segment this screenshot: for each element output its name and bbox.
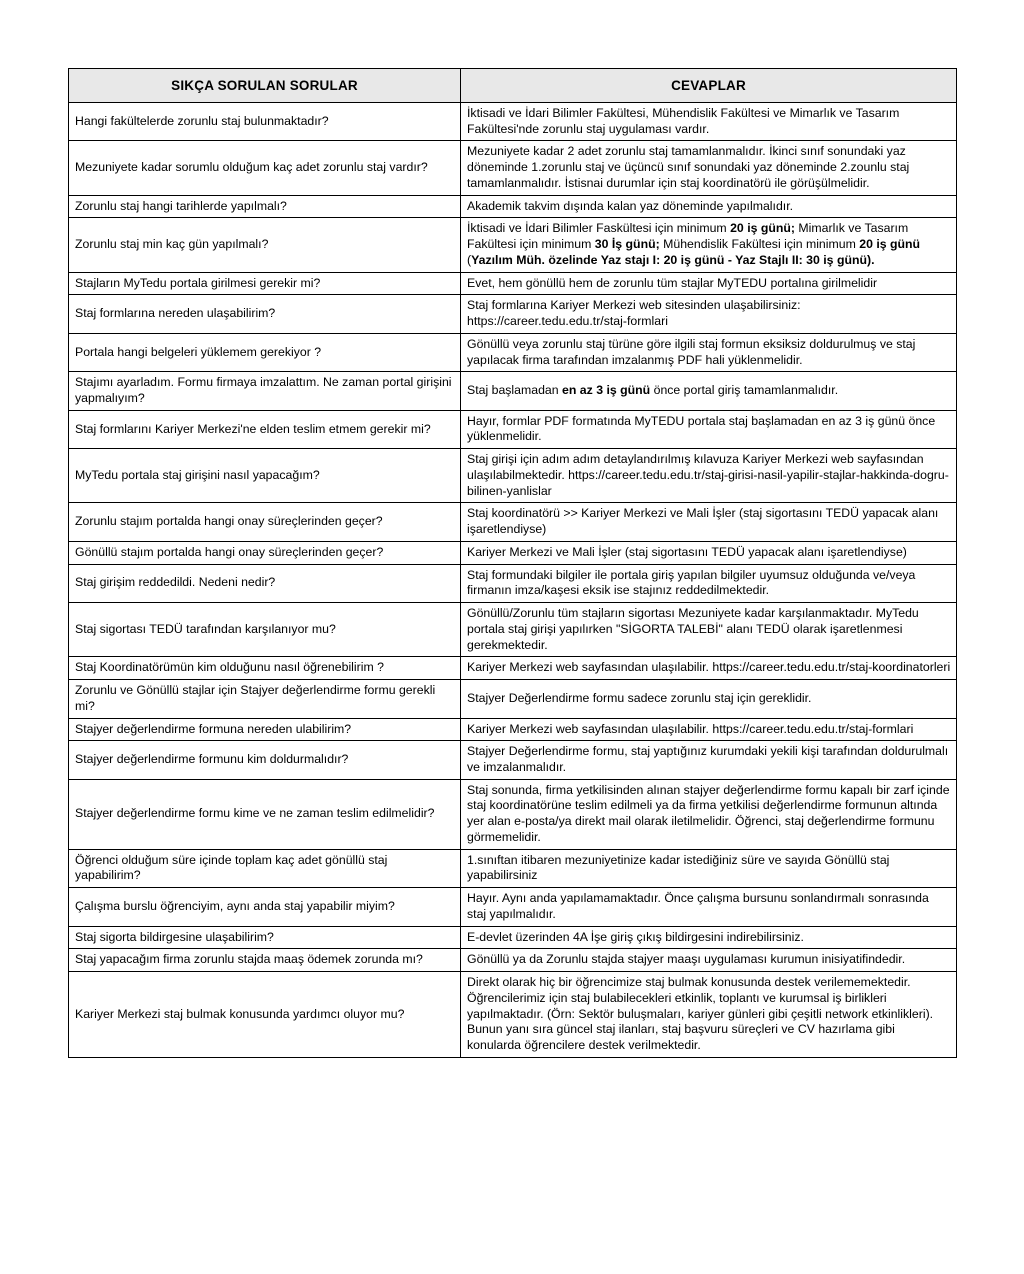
answer-cell: Kariyer Merkezi web sayfasından ulaşılabilir. https://career.tedu.edu.tr/staj-koordinatorleri — [461, 657, 957, 680]
question-cell: Hangi fakültelerde zorunlu staj bulunmaktadır? — [69, 103, 461, 141]
table-row — [69, 926, 957, 949]
table-row — [69, 541, 957, 564]
table-row — [69, 972, 957, 1058]
table-row — [69, 888, 957, 926]
question-cell: Portala hangi belgeleri yüklemem gerekiyor ? — [69, 333, 461, 371]
answer-cell: Gönüllü/Zorunlu tüm stajların sigortası Mezuniyete kadar karşılanmaktadır. MyTedu portala staj girişi yapılırken "SİGORTA TALEBİ" alanı TEDÜ olarak işaretlenmesi gerekmektedir. — [461, 603, 957, 657]
table-body — [69, 103, 957, 1058]
table-row — [69, 657, 957, 680]
table-row — [69, 564, 957, 602]
answer-cell: Stajyer Değerlendirme formu sadece zorunlu staj için gereklidir. — [461, 680, 957, 718]
answer-cell: Direkt olarak hiç bir öğrencimize staj bulmak konusunda destek verilememektedir. Öğrencilerimiz için staj bulabilecekleri etkinlik, toplantı ve kurumsal iş birlikleri yapılmaktadır. (Örn: Sektör buluşmaları, kariyer günleri gibi çeşitli network etkinlikleri). Bunun yanı sıra güncel staj ilanları, staj başvuru süreçleri ve CV hazırlama gibi konularda öğrencilere destek verilmektedir. — [461, 972, 957, 1058]
column-header-questions: SIKÇA SORULAN SORULAR — [69, 69, 461, 103]
table-row — [69, 849, 957, 887]
question-cell: Çalışma burslu öğrenciyim, aynı anda staj yapabilir miyim? — [69, 888, 461, 926]
table-row — [69, 272, 957, 295]
answer-cell: Staj girişi için adım adım detaylandırılmış kılavuza Kariyer Merkezi web sayfasından ulaşılabilmektedir. https://career.tedu.edu.tr/staj-girisi-nasil-yapilir-stajlar-hakkinda-dogru-bilinen-yanlislar — [461, 449, 957, 503]
table-row — [69, 218, 957, 272]
table-row — [69, 741, 957, 779]
answer-cell: Hayır. Aynı anda yapılamamaktadır. Önce çalışma bursunu sonlandırmalı sonrasında staj yapılmalıdır. — [461, 888, 957, 926]
question-cell: Staj yapacağım firma zorunlu stajda maaş ödemek zorunda mı? — [69, 949, 461, 972]
answer-cell: Akademik takvim dışında kalan yaz döneminde yapılmalıdır. — [461, 195, 957, 218]
table-row — [69, 295, 957, 333]
answer-cell: Mezuniyete kadar 2 adet zorunlu staj tamamlanmalıdır. İkinci sınıf sonundaki yaz döneminde 1.zorunlu staj ve üçüncü sınıf sonundaki yaz döneminde 2.zounlu staj tamamlanmalıdır. İstisnai durumlar için staj koordinatörü ile görüşülmelidir. — [461, 141, 957, 195]
question-cell: Öğrenci olduğum süre içinde toplam kaç adet gönüllü staj yapabilirim? — [69, 849, 461, 887]
question-cell: MyTedu portala staj girişini nasıl yapacağım? — [69, 449, 461, 503]
answer-text: Staj başlamadan — [467, 383, 563, 398]
answer-emphasis: en az 3 iş günü — [562, 383, 651, 398]
answer-cell: Staj koordinatörü >> Kariyer Merkezi ve Mali İşler (staj sigortasını TEDÜ yapacak alanı işaretlendiyse) — [461, 503, 957, 541]
question-cell: Staj formlarına nereden ulaşabilirim? — [69, 295, 461, 333]
faq-table — [68, 68, 957, 1058]
answer-cell: Kariyer Merkezi web sayfasından ulaşılabilir. https://career.tedu.edu.tr/staj-formlari — [461, 718, 957, 741]
answer-text: ( — [467, 252, 472, 267]
answer-cell: İktisadi ve İdari Bilimler Fakültesi, Mühendislik Fakültesi ve Mimarlık ve Tasarım Fakültesi'nde zorunlu staj uygulaması vardır. — [461, 103, 957, 141]
table-row — [69, 603, 957, 657]
table-row — [69, 410, 957, 448]
answer-emphasis: 30 İş günü; — [594, 237, 660, 252]
question-cell: Staj Koordinatörümün kim olduğunu nasıl öğrenebilirim ? — [69, 657, 461, 680]
table-row — [69, 503, 957, 541]
question-cell: Staj sigortası TEDÜ tarafından karşılanıyor mu? — [69, 603, 461, 657]
answer-emphasis: 20 iş günü — [859, 237, 921, 252]
answer-cell — [461, 218, 957, 272]
answer-cell: Gönüllü ya da Zorunlu stajda stajyer maaşı uygulaması kurumun inisiyatifindedir. — [461, 949, 957, 972]
table-header-row — [69, 69, 957, 103]
answer-cell: Staj sonunda, firma yetkilisinden alınan stajyer değerlendirme formu kapalı bir zarf içinde staj koordinatörüne teslim edilmeli ya da firma yetkilisi değerlendirme formunun altında yer alan e-posta/ya direkt mail olarak iletilmelidir. Öğrenci, staj değerlendirme formunu görmemelidir. — [461, 779, 957, 849]
answer-cell: Kariyer Merkezi ve Mali İşler (staj sigortasını TEDÜ yapacak alanı işaretlendiyse) — [461, 541, 957, 564]
answer-cell: Stajyer Değerlendirme formu, staj yaptığınız kurumdaki yekili kişi tarafından doldurulmalı ve imzalanmalıdır. — [461, 741, 957, 779]
question-cell: Kariyer Merkezi staj bulmak konusunda yardımcı oluyor mu? — [69, 972, 461, 1058]
table-row — [69, 195, 957, 218]
table-row — [69, 103, 957, 141]
question-cell: Zorunlu staj min kaç gün yapılmalı? — [69, 218, 461, 272]
question-cell: Gönüllü stajım portalda hangi onay süreçlerinden geçer? — [69, 541, 461, 564]
question-cell: Zorunlu staj hangi tarihlerde yapılmalı? — [69, 195, 461, 218]
table-header — [69, 69, 957, 103]
table-row — [69, 372, 957, 410]
answer-emphasis: 20 iş günü; — [730, 221, 796, 236]
question-cell: Staj formlarını Kariyer Merkezi'ne elden teslim etmem gerekir mi? — [69, 410, 461, 448]
answer-emphasis: Yazılım Müh. özelinde Yaz stajı I: 20 iş günü - Yaz Stajlı II: 30 iş günü). — [471, 252, 875, 267]
table-row — [69, 449, 957, 503]
table-row — [69, 141, 957, 195]
answer-cell — [461, 372, 957, 410]
table-row — [69, 718, 957, 741]
question-cell: Staj sigorta bildirgesine ulaşabilirim? — [69, 926, 461, 949]
answer-cell: Evet, hem gönüllü hem de zorunlu tüm stajlar MyTEDU portalına girilmelidir — [461, 272, 957, 295]
answer-cell: 1.sınıftan itibaren mezuniyetinize kadar istediğiniz süre ve sayıda Gönüllü staj yapabilirsiniz — [461, 849, 957, 887]
table-row — [69, 949, 957, 972]
answer-cell: Gönüllü veya zorunlu staj türüne göre ilgili staj formun eksiksiz doldurulmuş ve staj yapılacak firma tarafından imzalanmış PDF hali yüklenmelidir. — [461, 333, 957, 371]
question-cell: Stajyer değerlendirme formu kime ve ne zaman teslim edilmelidir? — [69, 779, 461, 849]
answer-text: Mühendislik Fakültesi için minimum — [659, 237, 860, 252]
answer-cell: E-devlet üzerinden 4A İşe giriş çıkış bildirgesini indirebilirsiniz. — [461, 926, 957, 949]
question-cell: Mezuniyete kadar sorumlu olduğum kaç adet zorunlu staj vardır? — [69, 141, 461, 195]
column-header-answers: CEVAPLAR — [461, 69, 957, 103]
answer-text: İktisadi ve İdari Bilimler Faskültesi için minimum — [467, 221, 731, 236]
table-row — [69, 680, 957, 718]
question-cell: Staj girişim reddedildi. Nedeni nedir? — [69, 564, 461, 602]
answer-text: önce portal giriş tamamlanmalıdır. — [650, 383, 839, 398]
question-cell: Stajyer değerlendirme formuna nereden ulabilirim? — [69, 718, 461, 741]
table-row — [69, 779, 957, 849]
answer-cell: Staj formundaki bilgiler ile portala giriş yapılan bilgiler uyumsuz olduğunda ve/veya firmanın imza/kaşesi eksik ise stajınız reddedilmektedir. — [461, 564, 957, 602]
answer-cell: Staj formlarına Kariyer Merkezi web sitesinden ulaşabilirsiniz: https://career.tedu.edu.tr/staj-formlari — [461, 295, 957, 333]
question-cell: Stajımı ayarladım. Formu firmaya imzalattım. Ne zaman portal girişini yapmalıyım? — [69, 372, 461, 410]
question-cell: Zorunlu ve Gönüllü stajlar için Stajyer değerlendirme formu gerekli mi? — [69, 680, 461, 718]
question-cell: Stajların MyTedu portala girilmesi gerekir mi? — [69, 272, 461, 295]
question-cell: Stajyer değerlendirme formunu kim doldurmalıdır? — [69, 741, 461, 779]
answer-text: Mimarlık ve Tasarım Fakültesi için minimum — [467, 221, 909, 252]
table-row — [69, 333, 957, 371]
answer-cell: Hayır, formlar PDF formatında MyTEDU portala staj başlamadan en az 3 iş günü önce yüklenmelidir. — [461, 410, 957, 448]
question-cell: Zorunlu stajım portalda hangi onay süreçlerinden geçer? — [69, 503, 461, 541]
